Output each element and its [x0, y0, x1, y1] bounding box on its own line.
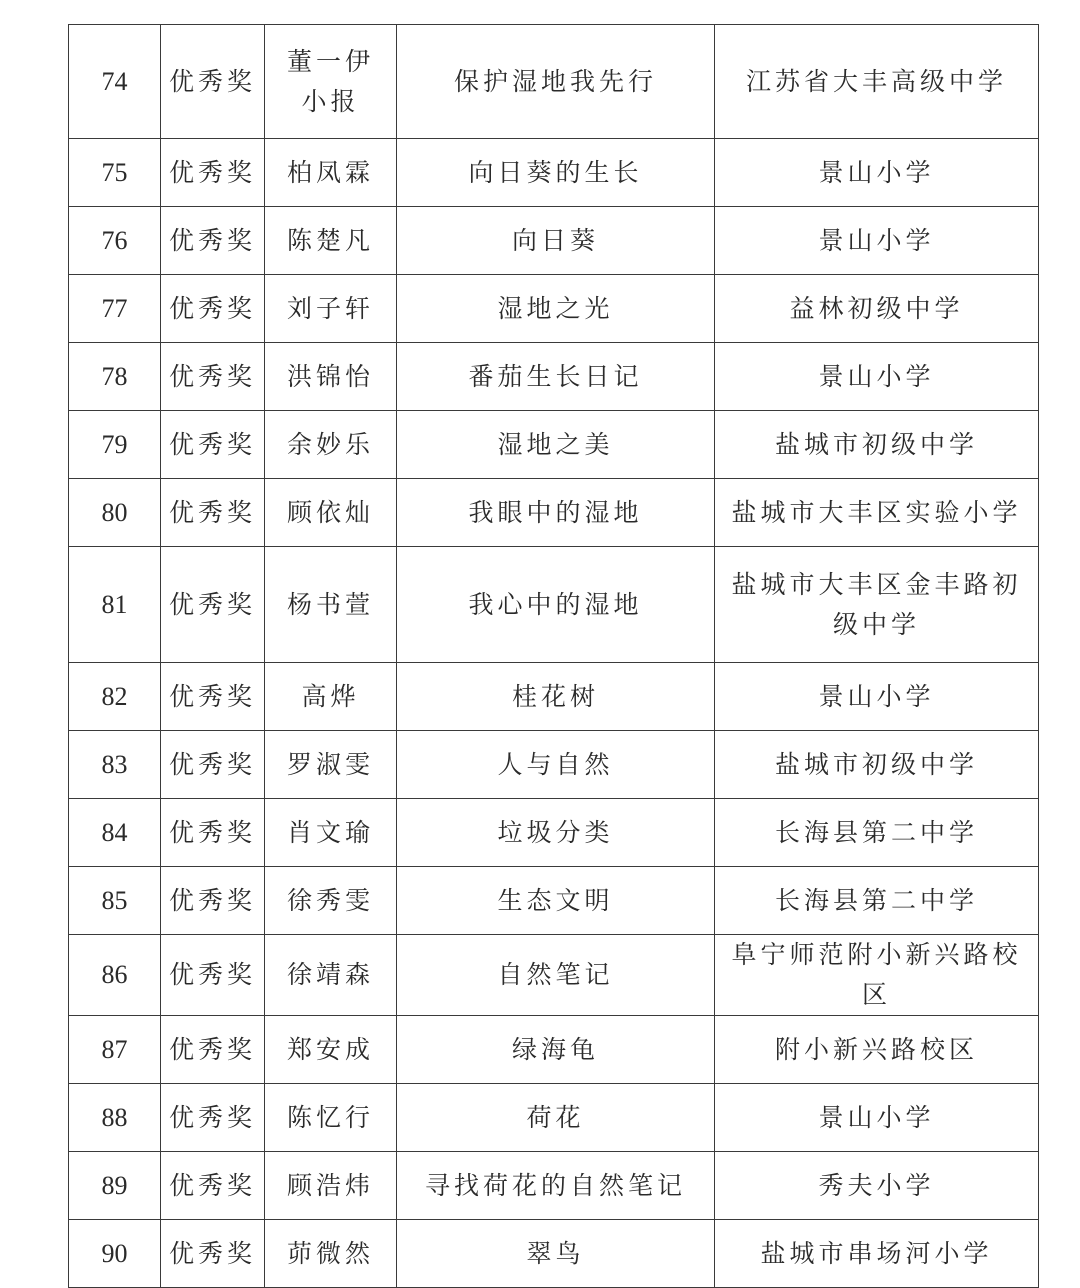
- awards-table: [68, 24, 1039, 1288]
- award-level: 优秀奖: [161, 799, 265, 867]
- table-row: [69, 663, 1039, 731]
- table-row: [69, 731, 1039, 799]
- school-name: 秀夫小学: [818, 1170, 935, 1200]
- student-name: 顾依灿: [286, 497, 374, 527]
- work-title: 人与自然: [397, 731, 715, 799]
- work-title: 向日葵的生长: [397, 139, 715, 207]
- work-title: 我心中的湿地: [397, 547, 715, 663]
- school-name: 阜宁师范附小新兴路校区: [731, 940, 1022, 1009]
- row-number: 75: [69, 139, 161, 207]
- school-name: 江苏省大丰高级中学: [745, 66, 1007, 96]
- school-name: 长海县第二中学: [774, 817, 978, 847]
- school-name: 附小新兴路校区: [774, 1034, 978, 1064]
- work-title: 湿地之光: [397, 275, 715, 343]
- table-row: [69, 25, 1039, 139]
- work-title: 湿地之美: [397, 411, 715, 479]
- award-level: 优秀奖: [161, 1220, 265, 1288]
- row-number: 90: [69, 1220, 161, 1288]
- row-number: 76: [69, 207, 161, 275]
- work-title: 向日葵: [397, 207, 715, 275]
- table-row: [69, 1152, 1039, 1220]
- student-name: 茆微然: [286, 1238, 374, 1268]
- row-number: 87: [69, 1016, 161, 1084]
- school-name: 景山小学: [818, 1102, 935, 1132]
- student-name: 陈楚凡: [286, 225, 374, 255]
- table-row: [69, 935, 1039, 1016]
- work-title: 荷花: [397, 1084, 715, 1152]
- school-name: 盐城市初级中学: [774, 429, 978, 459]
- student-name: 罗淑雯: [286, 749, 374, 779]
- school-name: 景山小学: [818, 681, 935, 711]
- student-name: 郑安成: [286, 1034, 374, 1064]
- work-title: 自然笔记: [397, 935, 715, 1016]
- award-level: 优秀奖: [161, 1152, 265, 1220]
- table-row: [69, 207, 1039, 275]
- row-number: 81: [69, 547, 161, 663]
- table-row: [69, 343, 1039, 411]
- table-row: [69, 139, 1039, 207]
- school-name: 盐城市大丰区金丰路初级中学: [731, 569, 1022, 639]
- school-name: 益林初级中学: [789, 293, 964, 323]
- award-level: 优秀奖: [161, 867, 265, 935]
- row-number: 74: [69, 25, 161, 139]
- student-name: 刘子轩: [286, 293, 374, 323]
- work-title: 我眼中的湿地: [397, 479, 715, 547]
- table-row: [69, 1016, 1039, 1084]
- work-title: 翠鸟: [397, 1220, 715, 1288]
- school-name: 景山小学: [818, 225, 935, 255]
- work-title: 寻找荷花的自然笔记: [397, 1152, 715, 1220]
- work-title: 桂花树: [397, 663, 715, 731]
- school-name: 盐城市大丰区实验小学: [731, 497, 1022, 527]
- student-name: 高烨: [301, 681, 360, 711]
- work-title: 保护湿地我先行: [397, 25, 715, 139]
- row-number: 78: [69, 343, 161, 411]
- student-name: 陈忆行: [286, 1102, 374, 1132]
- school-name: 盐城市串场河小学: [760, 1238, 993, 1268]
- table-row: [69, 411, 1039, 479]
- table-row: [69, 275, 1039, 343]
- work-title: 番茄生长日记: [397, 343, 715, 411]
- student-name: 徐秀雯: [286, 885, 374, 915]
- row-number: 89: [69, 1152, 161, 1220]
- row-number: 82: [69, 663, 161, 731]
- table-row: [69, 479, 1039, 547]
- student-name: 董一伊小报: [286, 46, 374, 116]
- student-name: 洪锦怡: [286, 361, 374, 391]
- student-name: 余妙乐: [286, 429, 374, 459]
- award-level: 优秀奖: [161, 479, 265, 547]
- award-level: 优秀奖: [161, 731, 265, 799]
- award-level: 优秀奖: [161, 411, 265, 479]
- school-name: 长海县第二中学: [774, 885, 978, 915]
- award-level: 优秀奖: [161, 663, 265, 731]
- award-level: 优秀奖: [161, 1016, 265, 1084]
- student-name: 肖文瑜: [286, 817, 374, 847]
- award-level: 优秀奖: [161, 207, 265, 275]
- school-name: 盐城市初级中学: [774, 749, 978, 779]
- school-name: 景山小学: [818, 361, 935, 391]
- row-number: 84: [69, 799, 161, 867]
- award-level: 优秀奖: [161, 275, 265, 343]
- award-level: 优秀奖: [161, 139, 265, 207]
- row-number: 77: [69, 275, 161, 343]
- student-name: 顾浩炜: [286, 1170, 374, 1200]
- student-name: 柏凤霖: [286, 157, 374, 187]
- table-row: [69, 867, 1039, 935]
- award-level: 优秀奖: [161, 547, 265, 663]
- work-title: 绿海龟: [397, 1016, 715, 1084]
- award-level: 优秀奖: [161, 1084, 265, 1152]
- table-row: [69, 1220, 1039, 1288]
- row-number: 79: [69, 411, 161, 479]
- table-row: [69, 1084, 1039, 1152]
- school-name: 景山小学: [818, 157, 935, 187]
- table-row: [69, 799, 1039, 867]
- row-number: 83: [69, 731, 161, 799]
- award-level: 优秀奖: [161, 343, 265, 411]
- work-title: 生态文明: [397, 867, 715, 935]
- row-number: 80: [69, 479, 161, 547]
- row-number: 85: [69, 867, 161, 935]
- student-name: 徐靖森: [286, 960, 374, 989]
- work-title: 垃圾分类: [397, 799, 715, 867]
- table-row: [69, 547, 1039, 663]
- award-level: 优秀奖: [161, 935, 265, 1016]
- student-name: 杨书萱: [286, 589, 374, 619]
- award-level: 优秀奖: [161, 25, 265, 139]
- row-number: 86: [69, 935, 161, 1016]
- row-number: 88: [69, 1084, 161, 1152]
